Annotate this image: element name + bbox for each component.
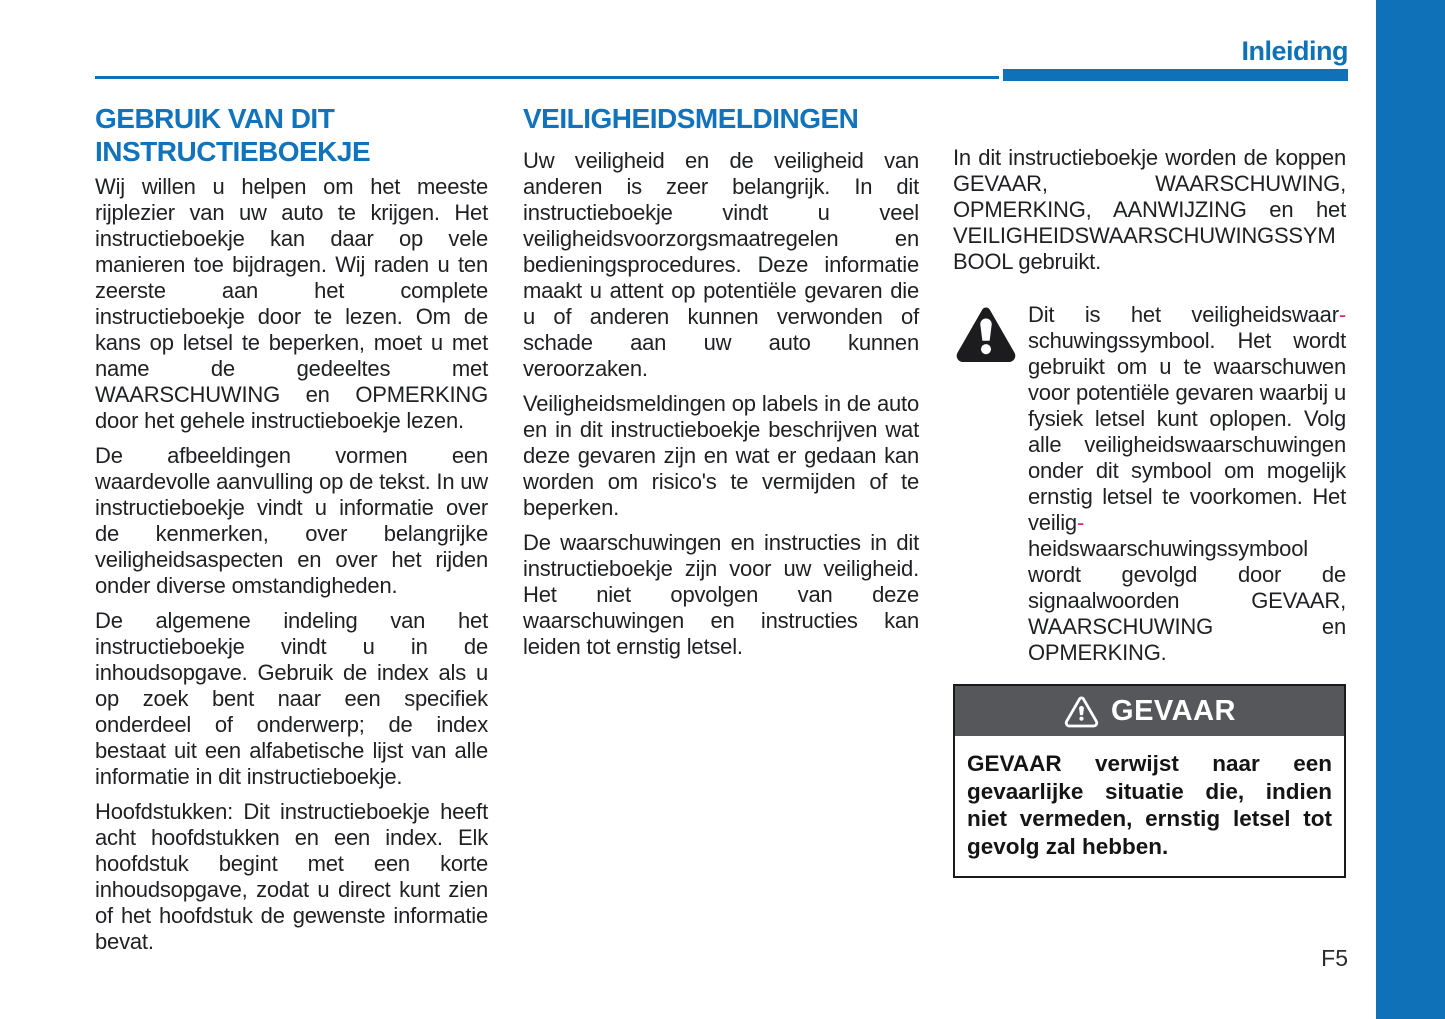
- safety-paragraph-2: Veiligheidsmeldingen op labels in de auto en in dit instructieboekje beschrijven wat deze gevaren zijn en wat er gedaan kan worden om risico's te vermijden of te beperken.: [523, 391, 919, 520]
- usage-paragraph-1: Wij willen u helpen om het meeste rijplezier van uw auto te krijgen. Het instructieboekje kan daar op vele manieren toe bijdragen. Wij raden u ten zeerste aan het complete instructieboekje door te lezen. Om de kans op letsel te beperken, moet u met name de gedeeltes met WAARSCHUWING en OPMERKING door het gehele instructieboekje lezen.: [95, 174, 488, 433]
- header-section-label: Inleiding: [1241, 36, 1348, 66]
- symbol-text-part2: schuwingssymbool. Het wordt gebruikt om u te waarschuwen voor potentiële gevaren waarbij u fysiek letsel kunt oplopen. Volg alle veiligheidswaarschuwingen onder dit symbool om mogelijk ernstig letsel te voorkomen. Het veilig: [1028, 328, 1346, 535]
- danger-callout-header: [955, 686, 1344, 736]
- safety-symbol-note: [953, 302, 1346, 666]
- usage-paragraph-2: De afbeeldingen vormen een waardevolle aanvulling op de tekst. In uw instructieboekje vindt u informatie over de kenmerken, over belangrijke veiligheidsaspecten en over het rijden onder diverse omstandigheden.: [95, 443, 488, 598]
- safety-symbol-text: [1028, 302, 1346, 666]
- danger-callout-box: [953, 684, 1346, 878]
- safety-paragraph-1: Uw veiligheid en de veiligheid van anderen is zeer belangrijk. In dit instructieboekje vindt u veel veiligheidsvoorzorgsmaatregelen en bedieningsprocedures. Deze informatie maakt u attent op potentiële gevaren die u of anderen kunnen verwonden of schade aan uw auto kunnen veroorzaken.: [523, 148, 919, 381]
- symbol-text-part1: Dit is het veiligheidswaar: [1028, 302, 1339, 327]
- column-safety-messages: [523, 102, 919, 669]
- danger-callout-title: GEVAAR: [1111, 694, 1236, 727]
- heading-usage: GEBRUIK VAN DIT INSTRUCTIEBOEKJE: [95, 103, 371, 167]
- usage-paragraph-4: Hoofdstukken: Dit instructieboekje heeft acht hoofdstukken en een index. Elk hoofdstuk begint met een korte inhoudsopgave, zodat u direct kunt zien of het hoofdstuk de gewenste informatie bevat.: [95, 799, 488, 954]
- page-number: F5: [1321, 945, 1348, 971]
- heading-safety-messages: VEILIGHEIDSMELDINGEN: [523, 103, 859, 134]
- headings-intro-paragraph: In dit instructieboekje worden de koppen GEVAAR, WAARSCHUWING, OPMERKING, AANWIJZING en het VEILIGHEIDSWAARSCHUWINGSSYMBOOL gebruikt.: [953, 145, 1346, 274]
- header-rule-right: [1003, 69, 1348, 81]
- column-headings-info: [953, 145, 1346, 878]
- warning-triangle-outline-icon: [1063, 695, 1100, 728]
- column-usage: [95, 102, 488, 964]
- usage-paragraph-3: De algemene indeling van het instructieboekje vindt u in de inhoudsopgave. Gebruik de index als u op zoek bent naar een specifiek onderdeel of onderwerp; de index bestaat uit een alfabetische lijst van alle informatie in dit instructieboekje.: [95, 608, 488, 789]
- warning-triangle-icon: [953, 304, 1019, 364]
- page-edge-bar: [1376, 0, 1445, 1019]
- symbol-text-hyphen1: -: [1338, 302, 1346, 327]
- symbol-text-part3: heidswaarschuwingssymbool wordt gevolgd door de signaalwoorden GEVAAR, WAARSCHUWING en OPMERKING.: [1028, 536, 1346, 665]
- symbol-text-hyphen2: -: [1076, 510, 1085, 535]
- safety-paragraph-3: De waarschuwingen en instructies in dit instructieboekje zijn voor uw veiligheid. Het niet opvolgen van deze waarschuwingen en instructies kan leiden tot ernstig letsel.: [523, 530, 919, 659]
- header-rule-left: [95, 76, 999, 79]
- danger-callout-body: GEVAAR verwijst naar een gevaarlijke situatie die, indien niet vermeden, ernstig letsel tot gevolg zal hebben.: [967, 751, 1332, 859]
